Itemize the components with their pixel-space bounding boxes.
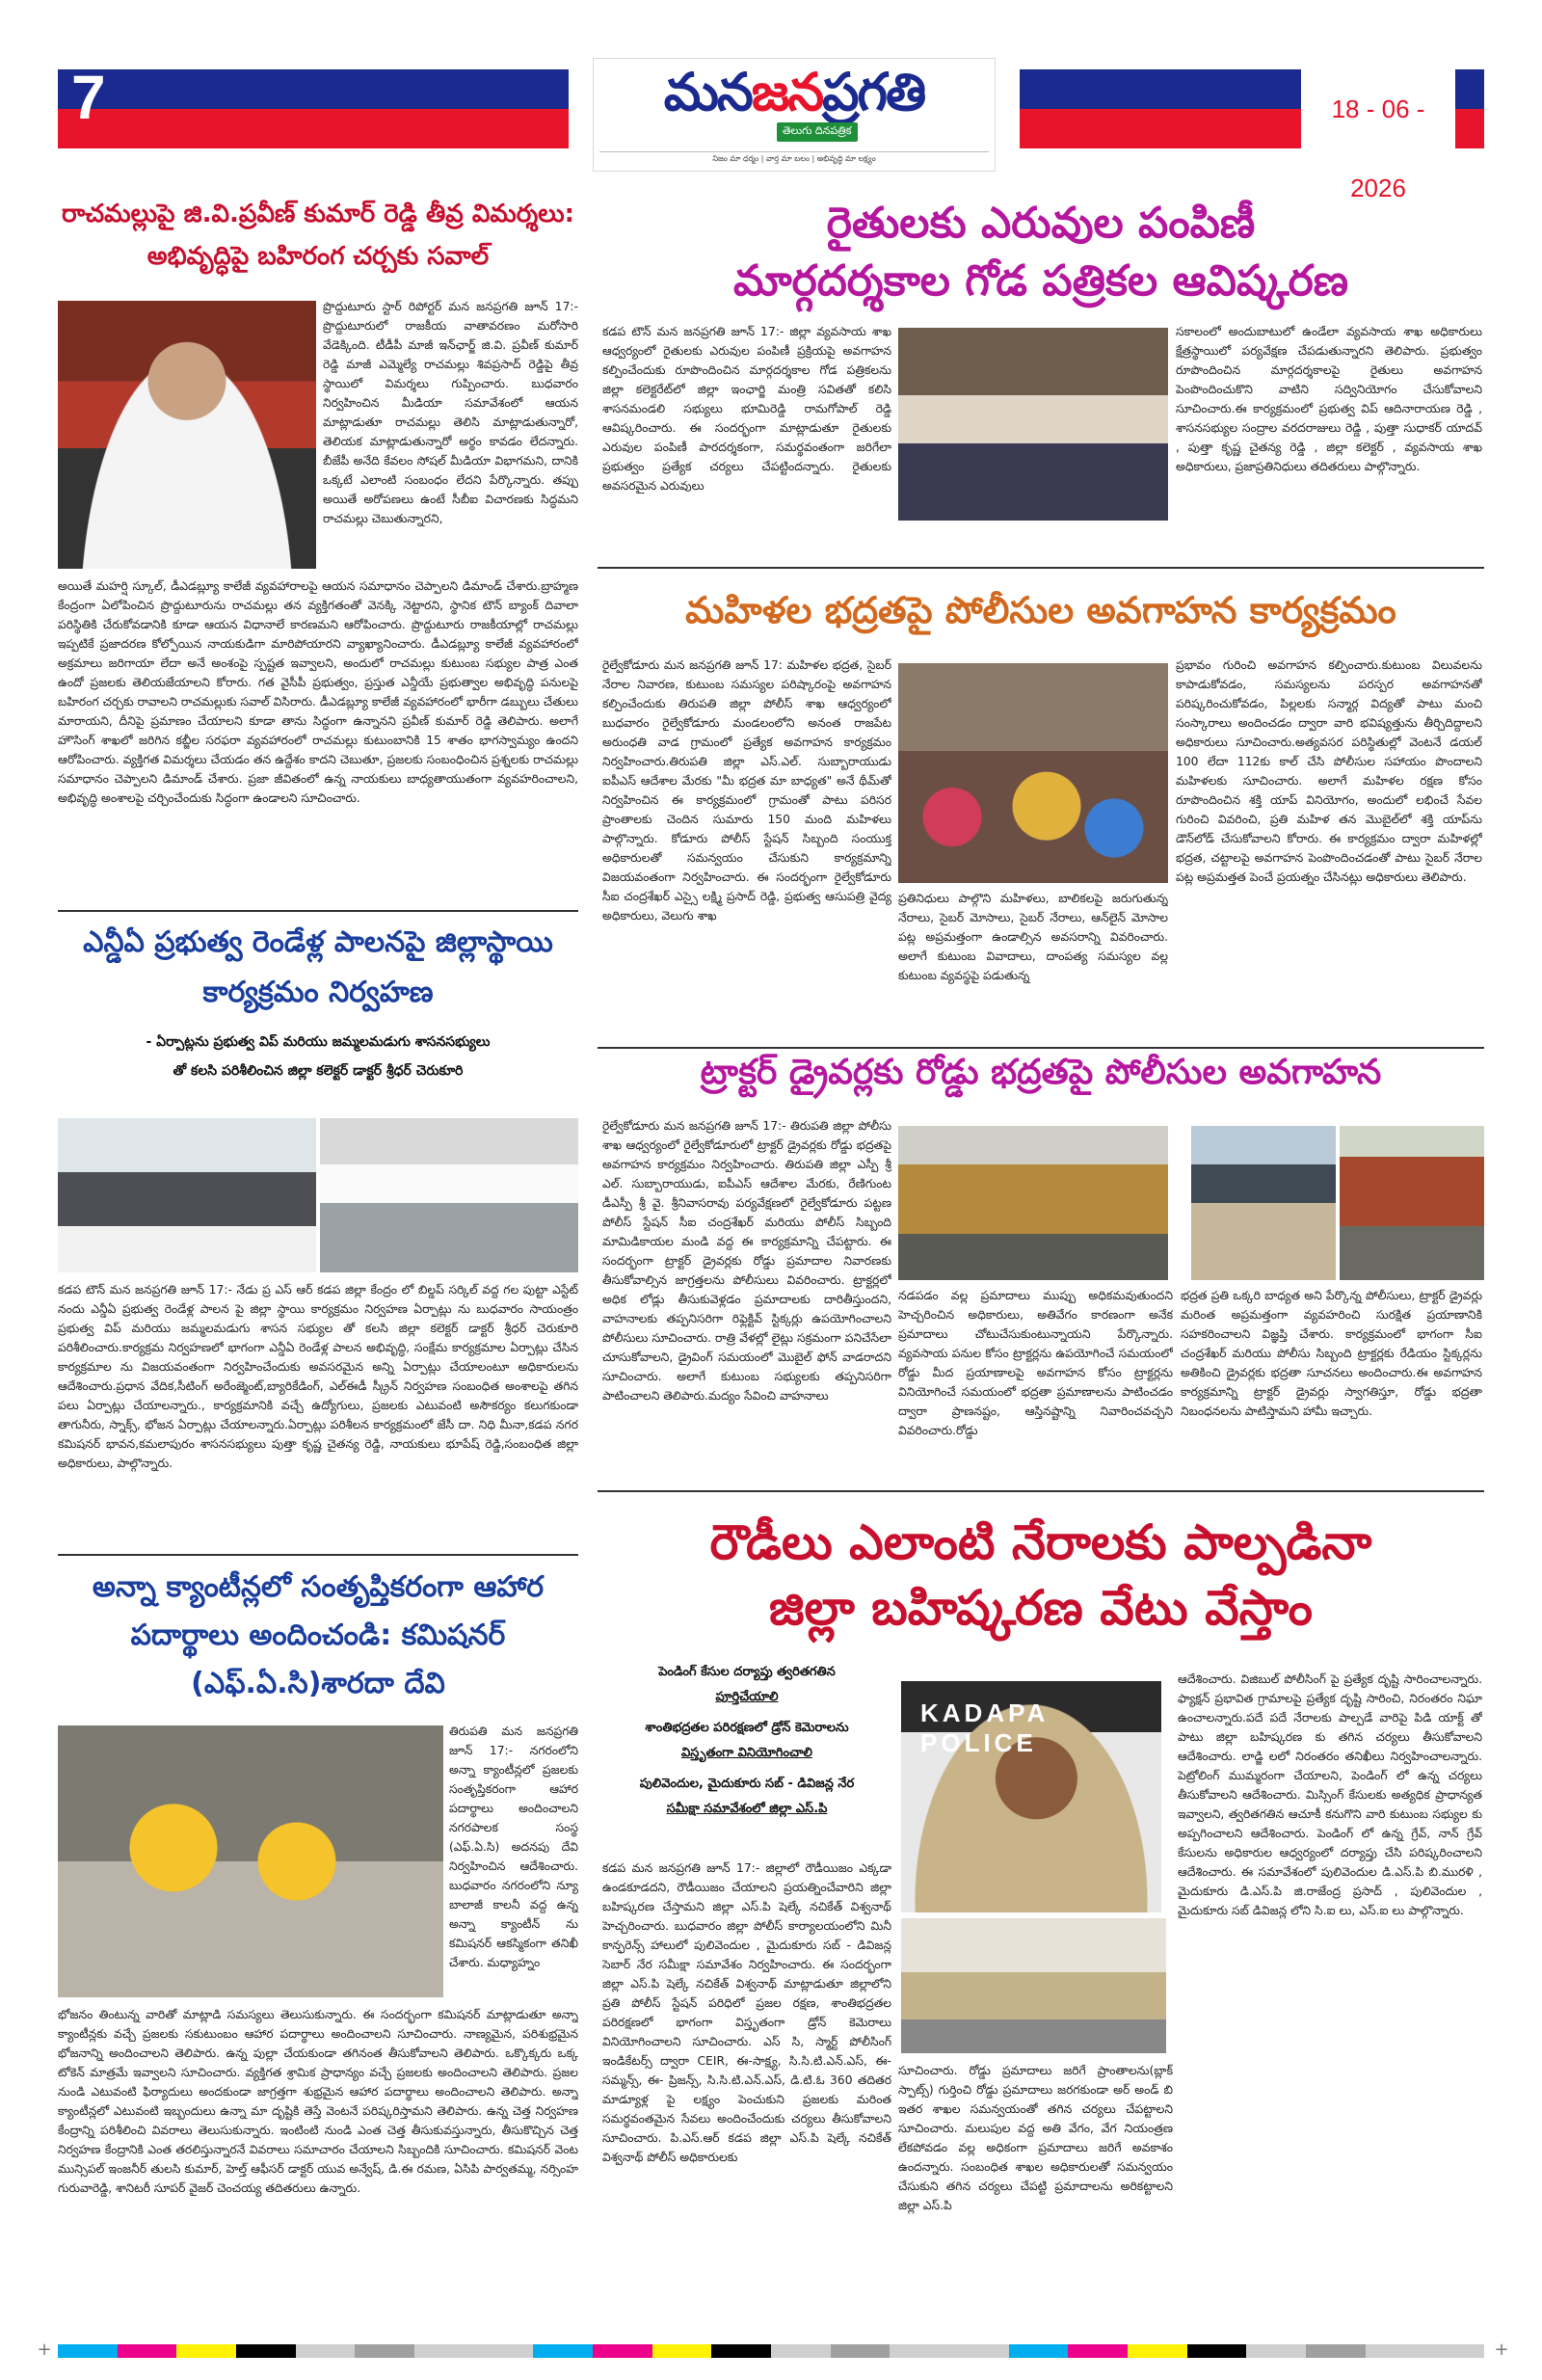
article-anna-canteen [58,1564,578,1708]
logo-subline: నిజం మా ధర్మం | వార్త మా బలం | అభివృద్ధి మా లక్ష్యం [599,151,989,165]
issue-date: 18 - 06 - 2026 [1301,69,1455,148]
page-number: 7 [71,63,106,132]
logo-part-2: జన [751,62,823,122]
article-headline-line-1: రౌడీలు ఎలాంటి నేరాలకు పాల్పడినా [709,1514,1372,1570]
poster-release-photo [898,328,1168,521]
article-column-1: కడప టౌన్ మన జనప్రగతి జూన్ 17:- జిల్లా వ్యవసాయ శాఖ ఆధ్వర్యంలో రైతులకు ఎరువుల పంపిణీ ప్రక్రియపై అవగాహన కల్పించేందుకు రూపొందించిన మార్గదర్శకాల గోడ పత్రికలను జిల్లా కలెక్టరేట్‌లో జిల్లా ఇంఛార్జి మంత్రి సవితతో కలిసి శాసనమండలి సభ్యులు భూమిరెడ్డి రామగోపాల్ రెడ్డి ఆవిష్కరించారు. ఈ సందర్భంగా మాట్లాడుతూ రైతులకు ఎరువుల పంపిణీ పారదర్శకంగా, సమర్థవంతంగా జరిగేలా ప్రభుత్వం ప్రత్యేక చర్యలు చేపట్టిందన్నారు. రైతులకు అవసరమైన ఎరువులు [602,325,891,493]
article-column-2: నడపడం వల్ల ప్రమాదాలు ముప్పు అధికమవుతుందని హెచ్చరించిన అధికారులు, అతివేగం కారణంగా అనేక ప్రమాదాలు చోటుచేసుకుంటున్నాయని పేర్కొన్నారు. వ్యవసాయ పనుల కోసం ట్రాక్టర్లను ఉపయోగించే సమయంలో రోడ్డు మీద ప్రయాణాలపై అవగాహన కోసం ట్రాక్టర్లను వినియోగించే సమయంలో భద్రతా ప్రమాణాలను పాటించడం ద్వారా ప్రాణనష్టం, ఆస్తినష్టాన్ని నివారించవచ్చని వివరించారు.రోడ్డు [898,1289,1173,1437]
article-headline: ట్రాక్టర్ డ్రైవర్లకు రోడ్డు భద్రతపై పోలీసుల అవగాహన [700,1053,1382,1092]
article-intro: తిరుపతి మన జనప్రగతి జూన్ 17:- నగరంలోని అన్నా క్యాంటీన్లలో ప్రజలకు సంతృప్తికరంగా ఆహార పదార్థాలు అందించాలని నగరపాలక సంస్థ (ఎఫ్.ఏ.సి) అదనపు దేవి నిర్వహించిన ఆదేశించారు. బుధవారం నగరంలోని న్యూ బాలాజీ కాలనీ వద్ద ఉన్న అన్నా క్యాంటీన్ ను కమిషనర్ ఆకస్మికంగా తనిఖీ చేశారు. మధ్యాహ్నం [449,1725,578,1969]
article-column-1: కడప మన జనప్రగతి జూన్ 17:- జిల్లాలో రౌడీయిజం ఎక్కడా ఉండకూడదని, రౌడీయిజం చేయాలని ప్రయత్నించేవారిని జిల్లా బహిష్కరణ చేస్తామని జిల్లా ఎస్.పి షెల్కే నచికేత్ విశ్వనాథ్ హెచ్చరించారు. బుధవారం జిల్లా పోలీస్ కార్యాలయంలోని మినీ కాన్ఫరెన్స్ హాలులో పులివెందుల , మైదుకూరు సబ్ - డివిజన్ల సెబార్ నేర సమీక్షా సమావేశం నిర్వహించారు. ఈ సందర్భంగా జిల్లా ఎస్.పి షెల్కే నచికేత్ విశ్వనాథ్ మాట్లాడుతూ జిల్లాలోని ప్రతి పోలీస్ స్టేషన్ పరిధిలో ప్రజల రక్షణ, శాంతిభద్రతల పరిరక్షణలో భాగంగా విస్తృతంగా డ్రోన్ కెమెరాలు వినియోగించాలని సూచించారు. ఎస్ సి, స్మార్ట్ పోలీసింగ్ ఇండికేటర్స్ ద్వారా CEIR, ఈ-సాక్ష్య, సి.సి.టి.ఎన్.ఎస్, ఈ- సమ్మన్స్, ఈ- ప్రిజన్స్, సి.సి.టి.ఎన్.ఎస్, డి.టి.ఓ 360 తదితర మాడ్యూళ్ల పై లక్ష్యం పెంచుకుని ప్రజలకు మరింత సమర్థవంతమైన సేవలు అందించేందుకు చర్యలు తీసుకోవాలని సూచించారు. పి.ఎస్.ఆర్ కడప జిల్లా ఎస్.పి షెల్కే నచికేత్ విశ్వనాథ్ పోలీస్ అధికారులకు [602,1861,891,2164]
article-column-1: రైల్వేకోడూరు మన జనప్రగతి జూన్ 17: మహిళల భద్రత, సైబర్ నేరాల నివారణ, కుటుంబ సమస్యల పరిష్కారంపై అవగాహన కల్పించేందుకు తిరుపతి జిల్లా పోలీస్ శాఖ ఆధ్వర్యంలో బుధవారం రైల్వేకోడూరు మండలంలోని అనంత రాజపేట అరుంధతి వాడ గ్రామంలో ప్రత్యేక అవగాహన కార్యక్రమం నిర్వహించారు.తిరుపతి జిల్లా ఎస్.ఎల్. సుబ్బారాయుడు ఐపీఎస్ ఆదేశాల మేరకు "మీ భద్రత మా బాధ్యత" అనే థీమ్‌తో నిర్వహించిన ఈ కార్యక్రమంలో గ్రామంతో పాటు పరిసర ప్రాంతాలకు చెందిన సుమారు 150 మంది మహిళలు పాల్గొన్నారు. కోడూరు పోలీస్ స్టేషన్ సిబ్బంది సంయుక్త అధికారులతో సమన్వయం చేసుకుని కార్యక్రమాన్ని విజయవంతంగా నిర్వహించారు. ఈ సందర్భంగా రైల్వేకోడూరు సీఐ చంద్రశేఖర్ ఎస్సై లక్ష్మి ప్రసాద్ రెడ్డి, ప్రభుత్వ ఆసుపత్రి వైద్య అధికారులు, వెలుగు శాఖ [602,658,891,923]
registration-mark-icon: + [37,2340,52,2360]
article-headline: ఎన్డీఏ ప్రభుత్వ రెండేళ్ల పాలనపై జిల్లాస్థాయి కార్యక్రమం నిర్వహణ [83,925,553,1009]
logo-tagline: తెలుగు దినపత్రిక [777,122,858,142]
article-headline: రాచమల్లుపై జి.వి.ప్రవీణ్ కుమార్ రెడ్డి తీవ్ర విమర్శలు: అభివృద్ధిపై బహిరంగ చర్చకు సవాల్ [62,200,574,271]
divider [598,1490,1484,1492]
registration-mark-icon: + [1494,2340,1509,2360]
subheading-4: విస్తృతంగా వినియోగించాలి [681,1746,812,1760]
article-headline-line-2: జిల్లా బహిష్కరణ వేటు వేస్తాం [768,1580,1314,1636]
logo-title [594,59,995,126]
tractor-inspection-photo-3 [1340,1126,1484,1280]
article-column-3: ప్రభావం గురించి అవగాహన కల్పించారు.కుటుంబ విలువలను కాపాడుకోవడం, సమస్యలను పరస్పర అవగాహనతో పరిష్కరించుకోవడం, పిల్లలకు సన్మార్గ విద్యతో పాటు మంచి సంస్కారాలు అందించడం ద్వారా వారి భవిష్యత్తును తీర్చిదిద్దాలని అధికారులు సూచించారు.అత్యవసర పరిస్థితుల్లో వెంటనే డయల్ 100 లేదా 112కు కాల్ చేసి పోలీసుల సహాయం పొందాలని మహిళలకు సూచించారు. అలాగే మహిళల రక్షణ కోసం రూపొందించిన శక్తి యాప్ వినియోగం, అందులో లభించే సేవల గురించి వివరించి, ప్రతి మహిళ తన మొబైల్‌లో శక్తి యాప్‌ను డౌన్‌లోడ్ చేసుకోవాలని కోరారు. ఈ కార్యక్రమం ద్వారా మహిళల్లో భద్రత, చట్టాలపై అవగాహన పెంపొందించడంతో పాటు సైబర్ నేరాల పట్ల అప్రమత్తత పెంచే ప్రయత్నం చేసినట్లు అధికారులు తెలిపారు. [1176,658,1482,884]
masthead-right-band [1020,69,1484,202]
article-headline-line-2: మార్గదర్శకాల గోడ పత్రికల ఆవిష్కరణ [732,256,1349,306]
subheading-1: పెండింగ్ కేసుల దర్యాప్తు త్వరితగతిన [658,1665,836,1679]
article-column-2: సూచించారు. రోడ్డు ప్రమాదాలు జరిగే ప్రాంతాలను(బ్లాక్ స్పాట్స్) గుర్తించి రోడ్డు ప్రమాదాలు జరగకుండా అర్ అండ్ బి ఇతర శాఖల సమన్వయంతో తగిన చర్యలు చేపట్టాలని సూచించారు. మలుపుల వద్ద అతి వేగం, వేగ నియంత్రణ లేకపోవడం వల్ల అధికంగా ప్రమాదాలు జరిగే అవకాశం ఉందన్నారు. సంబంధిత శాఖల అధికారులతో సమన్వయం చేసుకుని తగిన చర్యలు చేపట్టి ప్రమాదాలను అరికట్టాలని జిల్లా ఎస్.పి [898,2064,1173,2212]
article-intro: ప్రొద్దుటూరు స్టార్ రిపోర్టర్ మన జనప్రగతి జూన్ 17:-ప్రొద్దుటూరులో రాజకీయ వాతావరణం మరోసారి వేడెక్కింది. టీడీపీ మాజీ ఇన్‌ఛార్జ్ జి.వి. ప్రవీణ్ కుమార్ రెడ్డి మాజీ ఎమ్మెల్యే రాచమల్లు శివప్రసాద్ రెడ్డిపై తీవ్ర స్థాయిలో విమర్శలు గుప్పించారు. బుధవారం నిర్వహించిన మీడియా సమావేశంలో ఆయన మాట్లాడుతూ రాచమల్లు తెలిసి మాట్లాడుతున్నారో, తెలియక మాట్లాడుతున్నారో అర్థం కావడం లేదన్నారు. బీజేపీ అనేది కేవలం సోషల్ మీడియా విభాగమని, దానికి ఒక్కటే ఎలాంటి సంబంధం లేదని పేర్కొన్నారు. తప్పు అయితే అరోపణలు ఉంటే సీబీఐ విచారణకు సిద్ధమని రాచమల్లు చెబుతున్నారని, [323,300,578,525]
article-praveen-kumar [58,193,578,278]
article-body: అయితే మహర్షి స్కూల్, డీఎడబ్ల్యూ కాలేజీ వ్యవహారాలపై ఆయన సమాధానం చెప్పాలని డిమాండ్ చేశారు.బ్రాహ్మణ కేంద్రంగా ఏలోపించిన ప్రొద్దుటూరును రాచమల్లు తన వ్యక్తిగతంతో వెనక్కి నెట్టారని, స్థానిక టౌన్ బ్యాంక్ దివాలా పరిస్థితికి చేరుకోవడానికి కూడా ఆయన విధానాలే కారణమని ఆరోపించారు. ప్రొద్దుటూరు రాజకీయాల్లో రాచమల్లు ఇప్పటికే ప్రజాదరణ కోల్పోయిన నాయకుడిగా మారిపోయారని వ్యాఖ్యానించారు. డీఎడబ్ల్యూ కాలేజీ వ్యవహారంలో అక్రమాలు జరిగాయా లేదా అనే అంశంపై స్పష్టత ఇవ్వాలని, అందులో రాచమల్లు కుటుంబ సభ్యుల పాత్ర ఎంత ఉందో ప్రజలకు తెలియజేయాలని కోరారు. గత వైసీపీ ప్రభుత్వం, ప్రస్తుత ఎన్డీయే ప్రభుత్వాల అభివృద్ధి పనులపై బహిరంగ చర్చకు రావాలని రాచమల్లుకు సవాల్ విసిరారు. డీఎడబ్ల్యూ కాలేజీ వ్యవహారంలో భారీగా డబ్బులు చేతులు మారాయని, దీనిపై ప్రమాణం చేయాలని కూడా తాను సిద్ధంగా ఉన్నానని ప్రవీణ్ కుమార్ రెడ్డి తెలిపారు. అలాగే హౌసింగ్ శాఖలో జరిగిన కబ్జీల సరఫరా వ్యవహారంలో రాచమల్లు కుటుంబానికి 15 శాతం భాగస్వామ్యం ఉందని ఆరోపించారు. వ్యక్తిగత విమర్శలు చేయడం తన ఉద్దేశం కాదని చెబుతూ, ప్రజలకు సంబంధించిన ప్రశ్నలకు రాచమల్లు సమాధానం చెప్పాలని డిమాండ్ చేశారు. ప్రజా జీవితంలో ఉన్న నాయకులు బాధ్యతాయుతంగా వ్యవహరించాలని, అభివృద్ధి అంశాలపై చర్చించేందుకు సిద్ధంగా ఉండాలని సూచించారు. [58,579,578,805]
print-color-bar [58,2344,1484,2358]
article-subheadings [602,1660,891,1822]
article-subheading-2: తో కలసి పరిశీలించిన జిల్లా కలెక్టర్ డాక్టర్ శ్రీధర్ చెరుకూరి [173,1063,464,1079]
article-column-3: భద్రత ప్రతి ఒక్కరి బాధ్యత అని పేర్కొన్న పోలీసులు, ట్రాక్టర్ డ్రైవర్లు మరింత అప్రమత్తంగా వ్యవహరించి సురక్షిత ప్రయాణానికి సహకరించాలని విజ్ఞప్తి చేశారు. కార్యక్రమంలో భాగంగా సీఐ చంద్రశేఖర్ మరియు పోలీసు సిబ్బంది ట్రాక్టర్లకు రేడియం స్టిక్కర్లను అతికించి డ్రైవర్లకు భద్రతా సూచనలు అందించారు.ఈ అవగాహన కార్యక్రమాన్ని ట్రాక్టర్ డ్రైవర్లు స్వాగతిస్తూ, రోడ్డు భద్రతా నిబంధనలను పాటిస్తామని హామీ ఇచ్చారు. [1181,1289,1482,1418]
subheading-2: పూర్తిచేయాలి [715,1690,779,1704]
tractor-inspection-photo-2 [1191,1126,1336,1280]
women-awareness-photo [898,663,1168,883]
divider [58,1554,578,1556]
article-tractor-safety [598,1045,1484,1101]
article-body: కడప టౌన్ మన జనప్రగతి జూన్ 17:- నేడు ప్ర ఎస్ ఆర్ కడప జిల్లా కేంద్రం లో బిల్డప్ సర్కిల్ వద్ద గల పుట్టా ఎస్టేట్ నందు ఎన్డీఏ ప్రభుత్వ రెండేళ్ల పాలన పై జిల్లా స్థాయి కార్యక్రమం నిర్వహణ ఏర్పాట్లు ను బుధవారం సాయంత్రం ప్రభుత్వ విప్ మరియు జమ్మలమడుగు శాసన సభ్యుల తో కలసి జిల్లా కలెక్టర్ డాక్టర్ శ్రీధర్ చెరుకూరి పరిశీలించారు.కార్యక్రమ నిర్వహణలో భాగంగా ఎన్డీఏ రెండేళ్ల పాలన అభివృద్ధి, సంక్షేమ కార్యక్రమాల ఏర్పాట్లు చేసిన కార్యక్రమాల ను విజయవంతంగా నిర్వహించేందుకు అవసరమైన అన్ని ఏర్పాట్లు చేయాలంటూ అధికారులను ఆదేశించారు.ప్రధాన వేదిక,సీటింగ్ అరేంజ్మెంట్,బ్యారికేడింగ్, ఎల్‌ఈడీ స్క్రీన్ నిర్వహణ సంబంధిత అంశాలపై తగిన పలు ఏర్పాట్లు చేయాలన్నారు., కార్యక్రమానికి వచ్చే ఉద్యోగులు, ప్రజలకు ఎటువంటి అసౌకర్యం కలుగకుండా తాగునీరు, స్నాక్స్, భోజన ఏర్పాట్లు చేయాలన్నారు.ఏర్పాట్లు పరిశీలన కార్యక్రమంలో జేసీ దా. నిధి మీనా,కడప నగర కమిషనర్ భావన,కమలాపురం శాసనసభ్యులు పుత్తా కృష్ణ చైతన్య రెడ్డి, నాయకులు భూపేష్ రెడ్డి,సంబంధిత జిల్లా అధికారులు, పాల్గొన్నారు. [58,1283,578,1470]
venue-inspection-photo [58,1118,316,1272]
subheading-3: శాంతిభద్రతల పరిరక్షణలో డ్రోన్ కెమెరాలను [645,1721,849,1735]
logo-part-3: ప్రగతి [822,62,925,122]
article-column-2: సకాలంలో అందుబాటులో ఉండేలా వ్యవసాయ శాఖ అధికారులు క్షేత్రస్థాయిలో పర్యవేక్షణ చేపడుతున్నారని తెలిపారు. ప్రభుత్వం రూపొందించిన మార్గదర్శకాలపై రైతులు అవగాహన పెంపొందించుకొని వాటిని సద్వినియోగం చేసుకోవాలని సూచించారు.ఈ కార్యక్రమంలో ప్రభుత్వ విప్ ఆదినారాయణ రెడ్డి , శాసనసభ్యుల సంద్రాల వరదరాజులు రెడ్డి , పుత్తా సుధాకర్ యాదవ్ , పుత్తా కృష్ణ చైతన్య రెడ్డి , జిల్లా కలెక్టర్ , వ్యవసాయ శాఖ అధికారులు, ప్రజాప్రతినిధులు తదితరులు పాల్గొన్నారు. [1176,325,1482,473]
masthead [58,58,1484,202]
canteen-kitchen-photo [58,1725,443,1997]
review-meeting-photo [901,1918,1166,2053]
article-column-3: ఆదేశించారు. విజిబుల్ పోలీసింగ్ పై ప్రత్యేక దృష్టి సారించాలన్నారు. ఫ్యాక్షన్ ప్రభావిత గ్రామాలపై ప్రత్యేక దృష్టి సారించి, నిరంతరం నిఘా ఉంచాలన్నారు.పదే పదే నేరాలకు పాల్పడే వారిపై పిడి యాక్ట్ తో పాటు జిల్లా బహిష్కరణ కు తగిన చర్యలు తీసుకోవాలని ఆదేశించారు. లాడ్జి లలో నిరంతరం తనిఖీలు నిర్వహించాలన్నారు. పెట్రోలింగ్ ముమ్మరంగా చేయాలని, పెండింగ్ లో ఉన్న చర్యలు తీసుకోవాలని ఆదేశించారు. మిస్సింగ్ కేసులకు అత్యధిక ప్రాధాన్యత ఇవ్వాలని, త్వరితగతిన ఆచూకీ కనుగొని వారి కుటుంబ సభ్యుల కు అప్పగించాలని ఆదేశించారు. పెండింగ్ లో ఉన్న గ్రేవ్, నాన్ గ్రేవ్ కేసులను అధికారుల ఆధ్వర్యంలో దర్యాప్తు చేసి పరిష్కరించాలని ఆదేశించారు. ఈ సమావేశంలో పులివెందుల డి.ఎస్.పి బి.మురళి , మైదుకూరు డి.ఎస్.పి జి.రాజేంద్ర ప్రసాద్ , పులివెందుల , మైదుకూరు సబ్ డివిజన్ల లోని సి.ఐ లు, ఎస్.ఐ లు పాల్గొన్నారు. [1178,1672,1482,1917]
article-nda-program [58,918,578,1085]
article-body: భోజనం తింటున్న వారితో మాట్లాడి సమస్యలు తెలుసుకున్నారు. ఈ సందర్భంగా కమిషనర్ మాట్లాడుతూ అన్నా క్యాంటీన్లకు వచ్చే ప్రజలకు సకుటుంబం ఆహార పదార్థాలు అందించాలని సూచించారు. నాణ్యమైన, పరిశుభ్రమైన భోజనాన్ని అందించాలని తెలిపారు. ఉన్న పుల్లా చేయకుండా తగినంత తీసుకోవాలని తెలిపారు. ఒక్కొక్కరు ఒక్క టోకెన్ మాత్రమే ఇవ్వాలని సూచించారు. వ్యక్తిగత శ్రామిక ప్రాధాన్యం వచ్చే ప్రజలకు అందించాలని తెలిపారు. ప్రజల నుండి ఎటువంటి ఫిర్యాదులు అందకుండా జాగ్రత్తగా శుభ్రమైన ఆహార పదార్థాలు అందించాలని తెలిపారు. అన్నా క్యాంటీన్లలో ఎటువంటి ఇబ్బందులు ఉన్నా మా దృష్టికి తెస్తే వెంటనే పరిష్కరిస్తామని తెలిపారు. ఉన్న చెత్త నిర్వహణ కేంద్రాన్ని పరిశీలించి వివరాలు తెలుసుకున్నారు. ఇంటింటి నుండి ఎంత చెత్త తీసుకువస్తున్నారు, తీసుకొచ్చిన చెత్త నిర్వహణ కేంద్రానికి ఎంత తరలిస్తున్నారనే వివరాలు సమాచారం చేయాలని సిబ్బందికి సూచించారు. కమిషనర్ వెంట మున్సిపల్ ఇంజనీర్ తులసి కుమార్, హెల్త్ ఆఫీసర్ డాక్టర్ యువ అన్వేష్, డి.ఈ రమణ, ఏసిపి పార్వతమ్మ, నర్సింహ గురువారెడ్డి, శానిటరీ సూపర్ వైజర్ చెంచయ్య తదితరులు ఉన్నారు. [58,2008,578,2195]
kadapa-police-sign: KADAPA POLICE [920,1698,1049,1757]
article-column-1: రైల్వేకోడూరు మన జనప్రగతి జూన్ 17:- తిరుపతి జిల్లా పోలీసు శాఖ ఆధ్వర్యంలో రైల్వేకోడూరులో ట్రాక్టర్ డ్రైవర్లకు రోడ్డు భద్రతపై అవగాహన కార్యక్రమం నిర్వహించారు. తిరుపతి జిల్లా ఎస్పీ శ్రీ ఎల్. సుబ్బారాయుడు, ఐపీఎస్ ఆదేశాల మేరకు, రేణిగుంట డీఎస్పీ శ్రీ వై. శ్రీనివాసరావు పర్యవేక్షణలో రైల్వేకోడూరు పట్టణ పోలీస్ స్టేషన్ సీఐ చంద్రశేఖర్ మరియు పోలీస్ సిబ్బంది మామిడికాయల మండి వద్ద ఈ కార్యక్రమాన్ని చేపట్టారు. ఈ సందర్భంగా ట్రాక్టర్ డ్రైవర్లకు రోడ్డు ప్రమాదాల నివారణకు తీసుకోవాల్సిన జాగ్రత్తలను పోలీసులు వివరించారు. ట్రాక్టర్లలో అధిక లోడ్లు తీసుకువెళ్లడం ప్రమాదాలకు దారితీస్తుందని, వాహనాలకు తప్పనిసరిగా రిఫ్లెక్టివ్ స్టిక్కర్లు ఉపయోగించాలని పోలీసులు సూచించారు. రాత్రి వేళల్లో లైట్లు సక్రమంగా పనిచేసేలా చూసుకోవాలని, డ్రైవింగ్ సమయంలో మొబైల్ ఫోన్ వాడరాదని సూచించారు. అలాగే కుటుంబ సభ్యులకు తప్పనిసరిగా పాటించాలని తెలిపారు.మద్యం సేవించి వాహనాలు [602,1119,891,1403]
article-headline: మహిళల భద్రతపై పోలీసుల అవగాహన కార్యక్రమం [685,589,1396,631]
article-headline: అన్నా క్యాంటీన్లలో సంతృప్తికరంగా ఆహార పదార్థాలు అందించండి: కమిషనర్ (ఎఫ్.ఏ.సి)శారదా దేవి [92,1570,545,1700]
newspaper-logo [593,58,996,172]
politician-photo [58,301,316,569]
tractor-inspection-photo-1 [898,1126,1168,1280]
article-fertilizer [598,195,1484,310]
sp-portrait-photo [901,1681,1161,1912]
article-column-2: ప్రతినిధులు పాల్గొని మహిళలు, బాలికలపై జరుగుతున్న నేరాలు, సైబర్ మోసాలు, సైబర్ నేరాలు, ఆన్‌లైన్ మోసాల పట్ల అప్రమత్తంగా ఉండాల్సిన అవసరాన్ని వివరించారు. అలాగే కుటుంబ వివాదాలు, దాంపత్య సమస్యల వల్ల కుటుంబ వ్యవస్థపై పడుతున్న [898,892,1168,982]
divider [58,910,578,912]
logo-part-1: మన [663,62,752,122]
article-headline-line-1: రైతులకు ఎరువుల పంపిణీ [826,199,1256,248]
subheading-6: సమీక్షా సమావేశంలో జిల్లా ఎస్.పి [666,1802,828,1816]
article-subheading-1: - ఏర్పాట్లను ప్రభుత్వ విప్ మరియు జమ్మలమడుగు శాసనసభ్యులు [146,1034,491,1050]
divider [598,567,1484,569]
subheading-5: పులివెందుల, మైదుకూరు సబ్ - డివిజన్ల నేర [639,1777,855,1791]
venue-seating-photo [320,1118,578,1272]
article-rowdy-warning [598,1510,1484,1641]
article-women-safety [598,582,1484,638]
